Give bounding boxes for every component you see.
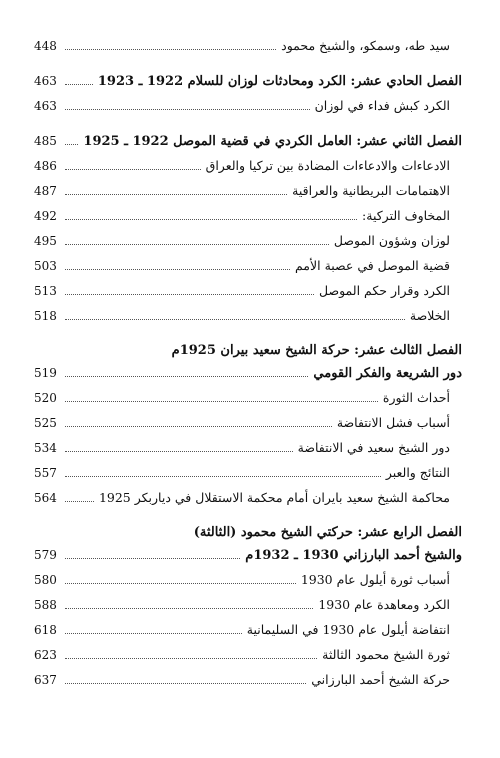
page-number: 503 (34, 259, 57, 273)
toc-entry[interactable] (34, 208, 462, 233)
page-number: 487 (34, 184, 57, 198)
dot-leader (65, 426, 332, 427)
page-number: 637 (34, 673, 57, 687)
dot-leader (65, 169, 201, 170)
entry-title: النتائج والعبر (385, 465, 450, 480)
dot-leader (65, 219, 357, 220)
toc-entry[interactable] (34, 465, 462, 490)
toc-entry[interactable] (34, 183, 462, 208)
toc-entry[interactable] (34, 572, 462, 597)
page-number: 448 (34, 39, 57, 53)
page-number: 534 (34, 441, 57, 455)
page-number: 557 (34, 466, 57, 480)
page-number: 564 (34, 491, 57, 505)
section-gap (34, 333, 462, 343)
dot-leader (65, 583, 296, 584)
entry-title: الاهتمامات البريطانية والعراقية (292, 183, 450, 198)
chapter-row[interactable] (34, 133, 462, 158)
entry-title: دور الشيخ سعيد في الانتفاضة (297, 440, 450, 455)
dot-leader (65, 476, 381, 477)
toc-entry[interactable] (34, 308, 462, 333)
entry-title: الكرد ومعاهدة عام 1930 (318, 597, 450, 612)
entry-title: حركة الشيخ أحمد البارزاني (311, 672, 450, 687)
entry-title: أسباب ثورة أيلول عام 1930 (300, 572, 450, 587)
page-number: 519 (34, 366, 57, 380)
entry-title: أسباب فشل الانتفاضة (336, 415, 450, 430)
entry-title: قضية الموصل في عصبة الأمم (294, 258, 450, 273)
page-number: 513 (34, 284, 57, 298)
page-number: 580 (34, 573, 57, 587)
toc-entry[interactable] (34, 233, 462, 258)
page-number: 486 (34, 159, 57, 173)
entry-title: لوزان وشؤون الموصل (333, 233, 450, 248)
dot-leader (65, 608, 313, 609)
page-number: 623 (34, 648, 57, 662)
toc-entry[interactable] (34, 622, 462, 647)
toc-entry[interactable] (34, 158, 462, 183)
entry-title: المخاوف التركية: (362, 208, 450, 223)
dot-leader (65, 49, 276, 50)
chapter-title: الفصل الحادي عشر: الكرد ومحادثات لوزان للسلام 1922 ـ 1923 (97, 74, 462, 89)
dot-leader (65, 501, 94, 502)
entry-title: انتفاضة أيلول عام 1930 في السليمانية (246, 622, 450, 637)
dot-leader (65, 451, 293, 452)
chapter-heading-line: الفصل الرابع عشر: حركتي الشيخ محمود (الثالثة) (193, 525, 462, 540)
toc-entry[interactable] (34, 390, 462, 415)
toc-entry[interactable] (34, 490, 462, 515)
dot-leader (65, 658, 317, 659)
entry-title: سيد طه، وسمكو، والشيخ محمود (281, 38, 450, 53)
toc-entry[interactable] (34, 258, 462, 283)
toc-entry[interactable] (34, 283, 462, 308)
entry-title: الكرد وقرار حكم الموصل (319, 283, 450, 298)
toc-entry[interactable] (34, 38, 462, 63)
entry-title: أحداث الثورة (382, 390, 450, 405)
toc-entry[interactable] (34, 597, 462, 622)
entry-title: الادعاءات والادعاءات المضادة بين تركيا والعراق (205, 158, 450, 173)
page-number: 579 (34, 548, 57, 562)
dot-leader (65, 144, 78, 145)
section-gap (34, 123, 462, 133)
page-number: 588 (34, 598, 57, 612)
section-gap (34, 63, 462, 73)
page-number: 618 (34, 623, 57, 637)
dot-leader (65, 294, 314, 295)
chapter-title: الفصل الثاني عشر: العامل الكردي في قضية الموصل 1922 ـ 1925 (83, 134, 462, 149)
section-gap (34, 515, 462, 525)
entry-title: الكرد كبش فداء في لوزان (314, 98, 450, 113)
page-number: 525 (34, 416, 57, 430)
toc-entry[interactable] (34, 440, 462, 465)
page-number: 485 (34, 134, 57, 148)
chapter-title: دور الشريعة والفكر القومي (313, 366, 462, 381)
toc-entry[interactable] (34, 647, 462, 672)
dot-leader (65, 683, 306, 684)
chapter-heading-line: الفصل الثالث عشر: حركة الشيخ سعيد بيران 1925م (171, 343, 462, 358)
dot-leader (65, 319, 405, 320)
page-number: 518 (34, 309, 57, 323)
page-number: 463 (34, 74, 57, 88)
chapter-row[interactable] (34, 73, 462, 98)
dot-leader (65, 109, 310, 110)
chapter-title: والشيخ أحمد البارزاني 1930 ـ 1932م (245, 548, 462, 563)
chapter-row[interactable] (34, 365, 462, 390)
dot-leader (65, 84, 93, 85)
dot-leader (65, 376, 308, 377)
entry-title: الخلاصة (409, 308, 450, 323)
page-number: 492 (34, 209, 57, 223)
dot-leader (65, 633, 242, 634)
entry-title: ثورة الشيخ محمود الثالثة (322, 647, 450, 662)
toc-entry[interactable] (34, 98, 462, 123)
page-number: 463 (34, 99, 57, 113)
page-number: 520 (34, 391, 57, 405)
dot-leader (65, 244, 329, 245)
toc-entry[interactable] (34, 415, 462, 440)
table-of-contents (34, 38, 462, 697)
entry-title: محاكمة الشيخ سعيد بايران أمام محكمة الاستقلال في دياربكر 1925 (98, 490, 450, 505)
dot-leader (65, 194, 287, 195)
chapter-row[interactable] (34, 547, 462, 572)
dot-leader (65, 269, 290, 270)
dot-leader (65, 401, 378, 402)
dot-leader (65, 558, 240, 559)
page-number: 495 (34, 234, 57, 248)
toc-entry[interactable] (34, 672, 462, 697)
